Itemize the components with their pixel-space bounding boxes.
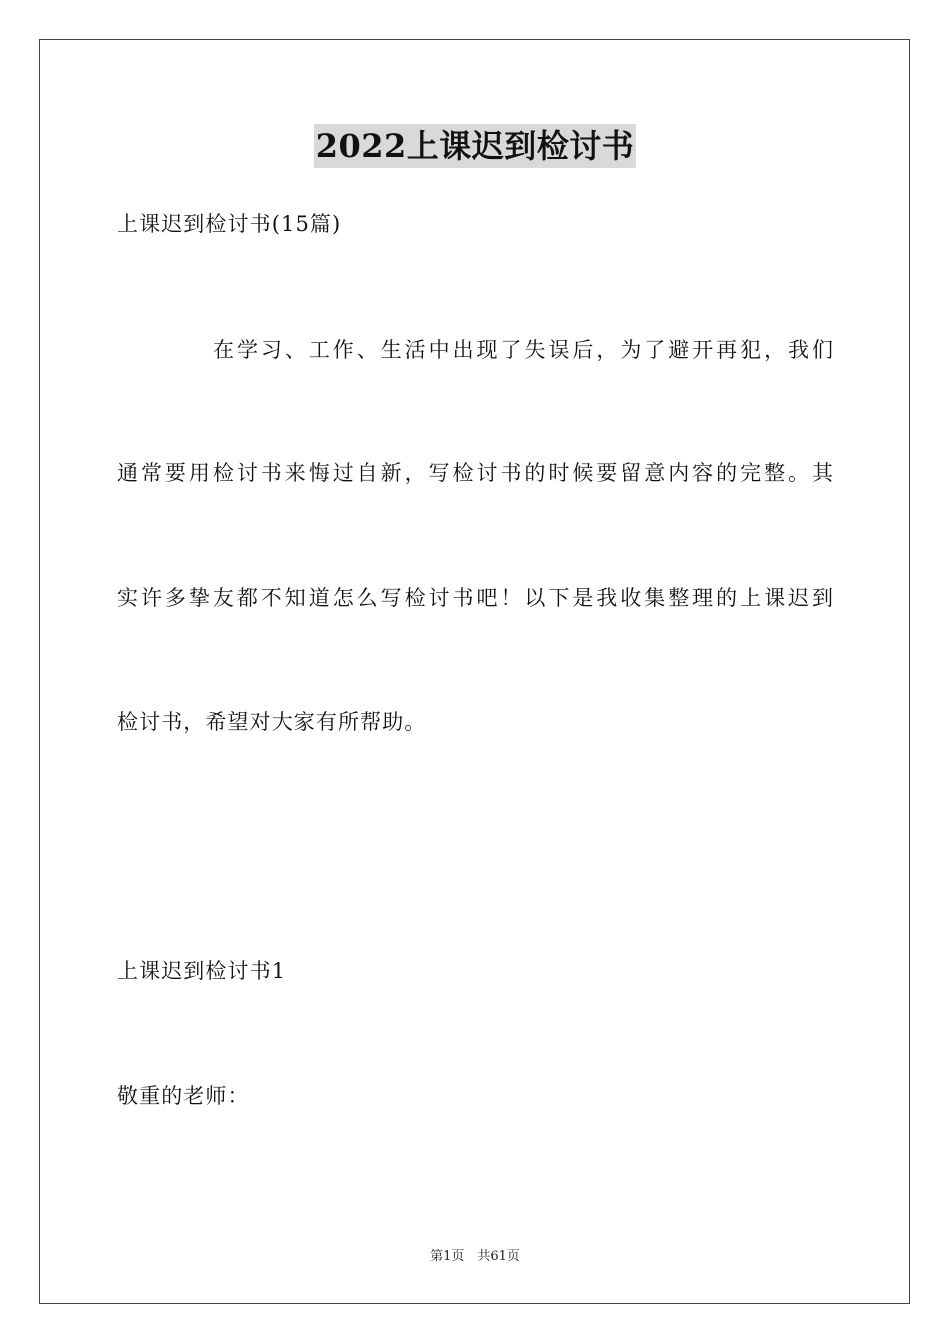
title-container <box>0 124 950 168</box>
intro-line-3: 实许多挚友都不知道怎么写检讨书吧！以下是我收集整理的上课迟到 <box>117 586 833 610</box>
document-subtitle: 上课迟到检讨书(15篇) <box>117 212 342 236</box>
intro-line-4: 检讨书，希望对大家有所帮助。 <box>117 710 427 734</box>
salutation: 敬重的老师： <box>117 1084 250 1108</box>
intro-line-1: 在学习、工作、生活中出现了失误后，为了避开再犯，我们 <box>213 338 833 362</box>
intro-line-2: 通常要用检讨书来悔过自新，写检讨书的时候要留意内容的完整。其 <box>117 461 833 485</box>
page-footer: 第1页 共61页 <box>430 1249 520 1264</box>
section-heading: 上课迟到检讨书1 <box>117 959 287 983</box>
document-title: 2022上课迟到检讨书 <box>314 124 637 168</box>
